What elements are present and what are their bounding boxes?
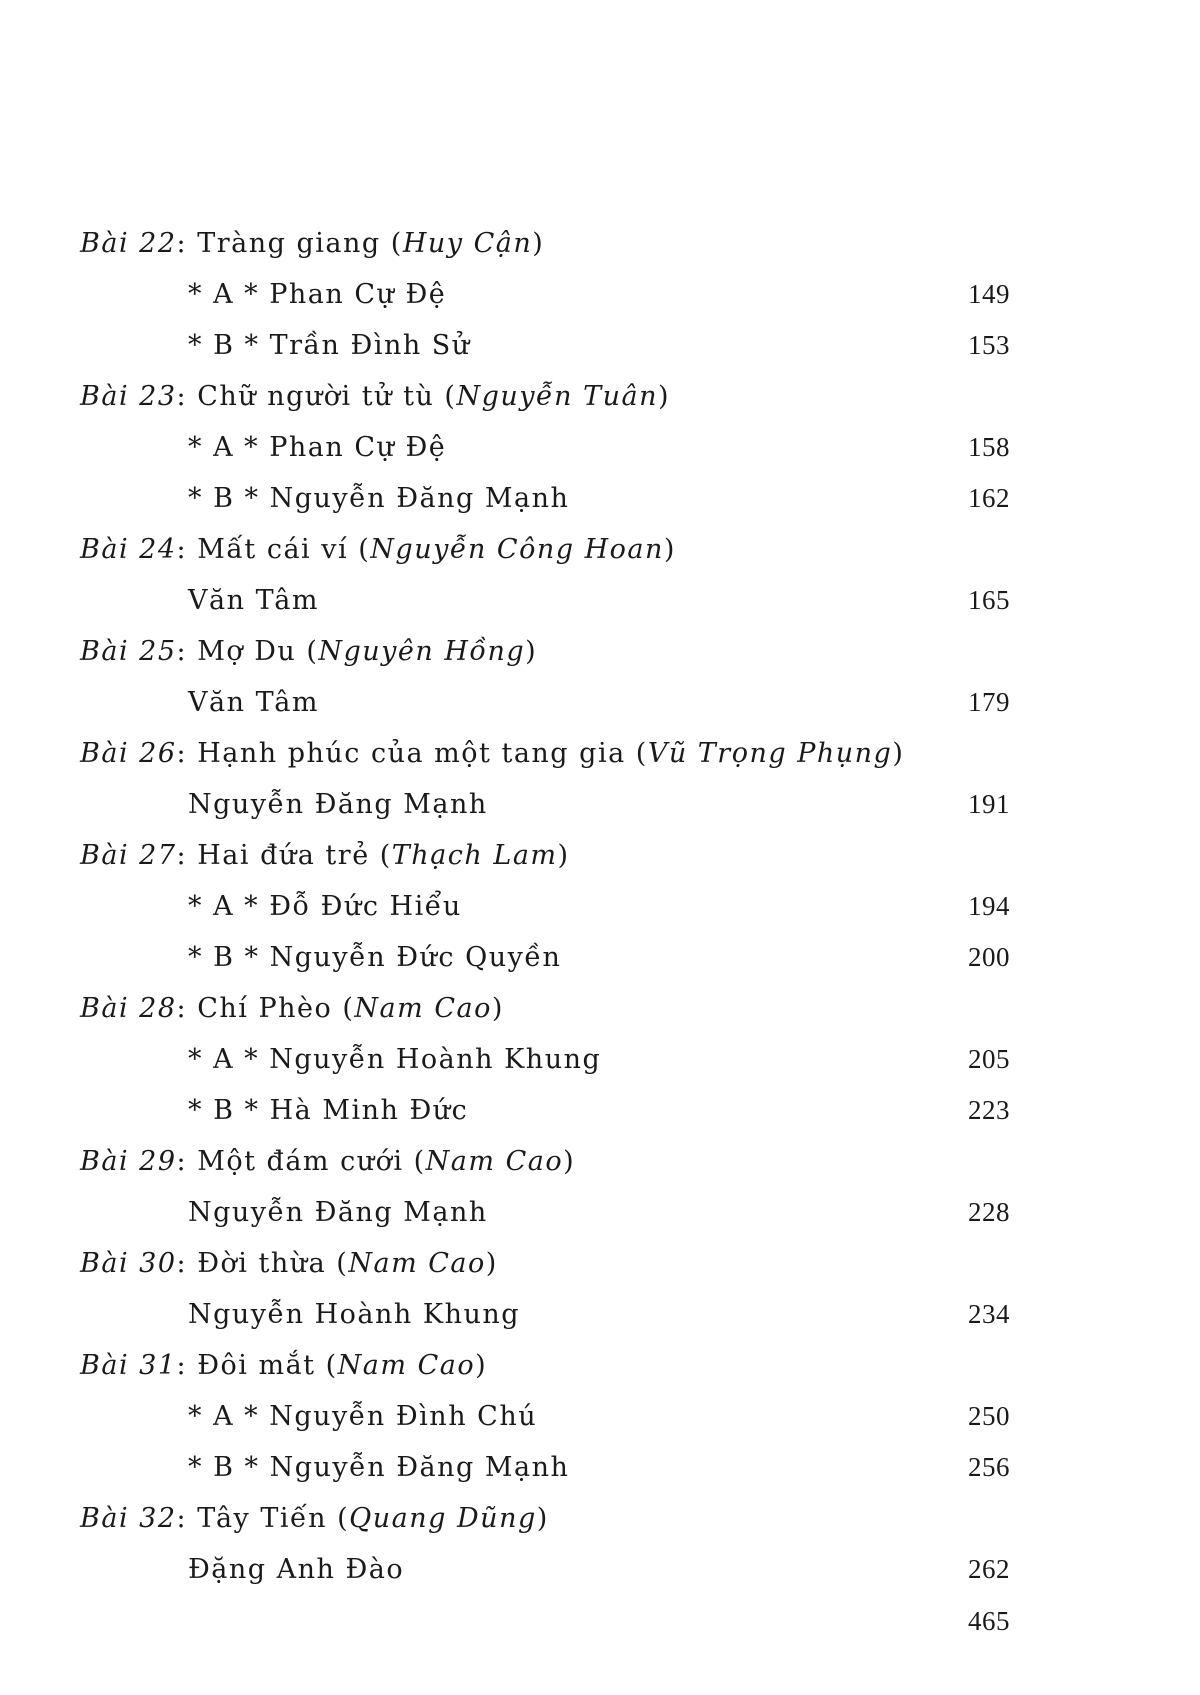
toc-entry (80, 1493, 1010, 1595)
toc-subentry (80, 1544, 1010, 1595)
toc-page-number: 250 (968, 1401, 1010, 1431)
lesson-heading: Bài 23: Chữ người tử tù (Nguyễn Tuân) (80, 381, 671, 412)
lesson-heading: Bài 28: Chí Phèo (Nam Cao) (80, 993, 504, 1024)
lesson-label: Bài (80, 840, 130, 871)
lesson-number: 25 (139, 636, 177, 667)
work-title: Một đám cưới (197, 1146, 404, 1177)
toc-page-number: 200 (968, 942, 1010, 972)
toc-subentry (80, 269, 1010, 320)
essay-author: * B * Nguyễn Đức Quyền (188, 942, 562, 973)
lesson-number: 31 (139, 1350, 177, 1381)
lesson-heading: Bài 32: Tây Tiến (Quang Dũng) (80, 1503, 549, 1534)
essay-author: Nguyễn Hoành Khung (188, 1299, 521, 1330)
work-author: Nam Cao (425, 1146, 564, 1177)
toc-page-number: 153 (968, 330, 1010, 360)
essay-author: * A * Phan Cự Đệ (188, 432, 447, 463)
toc-page-number: 191 (968, 789, 1010, 819)
work-title: Tây Tiến (197, 1503, 328, 1534)
essay-author: * B * Nguyễn Đăng Mạnh (188, 483, 570, 514)
work-author: Nam Cao (337, 1350, 476, 1381)
toc-page-number: 179 (968, 687, 1010, 717)
toc-subentry (80, 1289, 1010, 1340)
work-author: Nguyễn Công Hoan (370, 534, 664, 565)
lesson-label: Bài (80, 1146, 130, 1177)
lesson-label: Bài (80, 636, 130, 667)
toc-subentry (80, 320, 1010, 371)
toc-page-number: 165 (968, 585, 1010, 615)
essay-author: * A * Đỗ Đức Hiểu (188, 891, 462, 922)
toc-page-number: 205 (968, 1044, 1010, 1074)
lesson-heading: Bài 22: Tràng giang (Huy Cận) (80, 228, 545, 259)
toc-subentry (80, 1034, 1010, 1085)
toc-entry (80, 1136, 1010, 1238)
toc-subentry (80, 422, 1010, 473)
essay-author: * A * Nguyễn Đình Chú (188, 1401, 538, 1432)
work-title: Hai đứa trẻ (197, 840, 370, 871)
lesson-number: 30 (139, 1248, 177, 1279)
essay-author: * B * Nguyễn Đăng Mạnh (188, 1452, 570, 1483)
toc-entry (80, 1238, 1010, 1340)
work-author: Quang Dũng (349, 1503, 537, 1534)
toc-entry (80, 983, 1010, 1136)
work-author: Vũ Trọng Phụng (647, 738, 893, 769)
lesson-heading: Bài 29: Một đám cưới (Nam Cao) (80, 1146, 576, 1177)
table-of-contents (80, 218, 1010, 1595)
lesson-number: 29 (139, 1146, 177, 1177)
lesson-label: Bài (80, 534, 130, 565)
work-title: Chí Phèo (197, 993, 333, 1024)
toc-page-number: 228 (968, 1197, 1010, 1227)
toc-entry (80, 1340, 1010, 1493)
essay-author: * A * Nguyễn Hoành Khung (188, 1044, 602, 1075)
toc-entry (80, 728, 1010, 830)
lesson-label: Bài (80, 228, 130, 259)
work-author: Nguyên Hồng (318, 636, 526, 667)
essay-author: * B * Hà Minh Đức (188, 1095, 469, 1126)
lesson-label: Bài (80, 1503, 130, 1534)
lesson-heading: Bài 31: Đôi mắt (Nam Cao) (80, 1350, 488, 1381)
essay-author: Văn Tâm (188, 687, 319, 718)
lesson-number: 24 (139, 534, 177, 565)
essay-author: Văn Tâm (188, 585, 319, 616)
toc-subentry (80, 677, 1010, 728)
toc-entry (80, 218, 1010, 371)
toc-page-number: 194 (968, 891, 1010, 921)
toc-subentry (80, 1085, 1010, 1136)
toc-page-number: 234 (968, 1299, 1010, 1329)
toc-page-number: 262 (968, 1554, 1010, 1584)
essay-author: * A * Phan Cự Đệ (188, 279, 447, 310)
work-author: Huy Cận (402, 228, 533, 259)
work-title: Tràng giang (197, 228, 381, 259)
lesson-number: 23 (139, 381, 177, 412)
lesson-number: 22 (139, 228, 177, 259)
toc-subentry (80, 575, 1010, 626)
toc-entry (80, 626, 1010, 728)
lesson-heading: Bài 26: Hạnh phúc của một tang gia (Vũ Trọng Phụng) (80, 738, 905, 769)
work-author: Nam Cao (348, 1248, 486, 1279)
lesson-label: Bài (80, 1350, 130, 1381)
toc-subentry (80, 1187, 1010, 1238)
lesson-number: 32 (139, 1503, 177, 1534)
essay-author: Đặng Anh Đào (188, 1554, 405, 1585)
lesson-heading: Bài 27: Hai đứa trẻ (Thạch Lam) (80, 840, 570, 871)
toc-subentry (80, 932, 1010, 983)
work-author: Nam Cao (354, 993, 492, 1024)
lesson-heading: Bài 30: Đời thừa (Nam Cao) (80, 1248, 498, 1279)
work-title: Mất cái ví (197, 534, 349, 565)
toc-subentry (80, 1442, 1010, 1493)
toc-subentry (80, 779, 1010, 830)
toc-subentry (80, 1391, 1010, 1442)
lesson-number: 26 (139, 738, 177, 769)
work-author: Thạch Lam (391, 840, 558, 871)
toc-page-number: 149 (968, 279, 1010, 309)
work-author: Nguyễn Tuân (456, 381, 658, 412)
lesson-number: 28 (139, 993, 177, 1024)
lesson-heading: Bài 24: Mất cái ví (Nguyễn Công Hoan) (80, 534, 676, 565)
toc-page-number: 256 (968, 1452, 1010, 1482)
toc-entry (80, 830, 1010, 983)
toc-entry (80, 524, 1010, 626)
page-number: 465 (968, 1606, 1010, 1636)
work-title: Đôi mắt (197, 1350, 316, 1381)
toc-subentry (80, 881, 1010, 932)
essay-author: Nguyễn Đăng Mạnh (188, 1197, 488, 1228)
work-title: Đời thừa (197, 1248, 327, 1279)
toc-entry (80, 371, 1010, 524)
lesson-label: Bài (80, 993, 130, 1024)
lesson-heading: Bài 25: Mợ Du (Nguyên Hồng) (80, 636, 538, 667)
work-title: Mợ Du (197, 636, 297, 667)
work-title: Hạnh phúc của một tang gia (197, 738, 626, 769)
essay-author: * B * Trần Đình Sử (188, 330, 471, 361)
lesson-label: Bài (80, 738, 130, 769)
toc-page-number: 162 (968, 483, 1010, 513)
toc-page-number: 158 (968, 432, 1010, 462)
essay-author: Nguyễn Đăng Mạnh (188, 789, 488, 820)
toc-page-number: 223 (968, 1095, 1010, 1125)
work-title: Chữ người tử tù (197, 381, 435, 412)
lesson-label: Bài (80, 381, 130, 412)
lesson-label: Bài (80, 1248, 130, 1279)
lesson-number: 27 (139, 840, 177, 871)
toc-subentry (80, 473, 1010, 524)
